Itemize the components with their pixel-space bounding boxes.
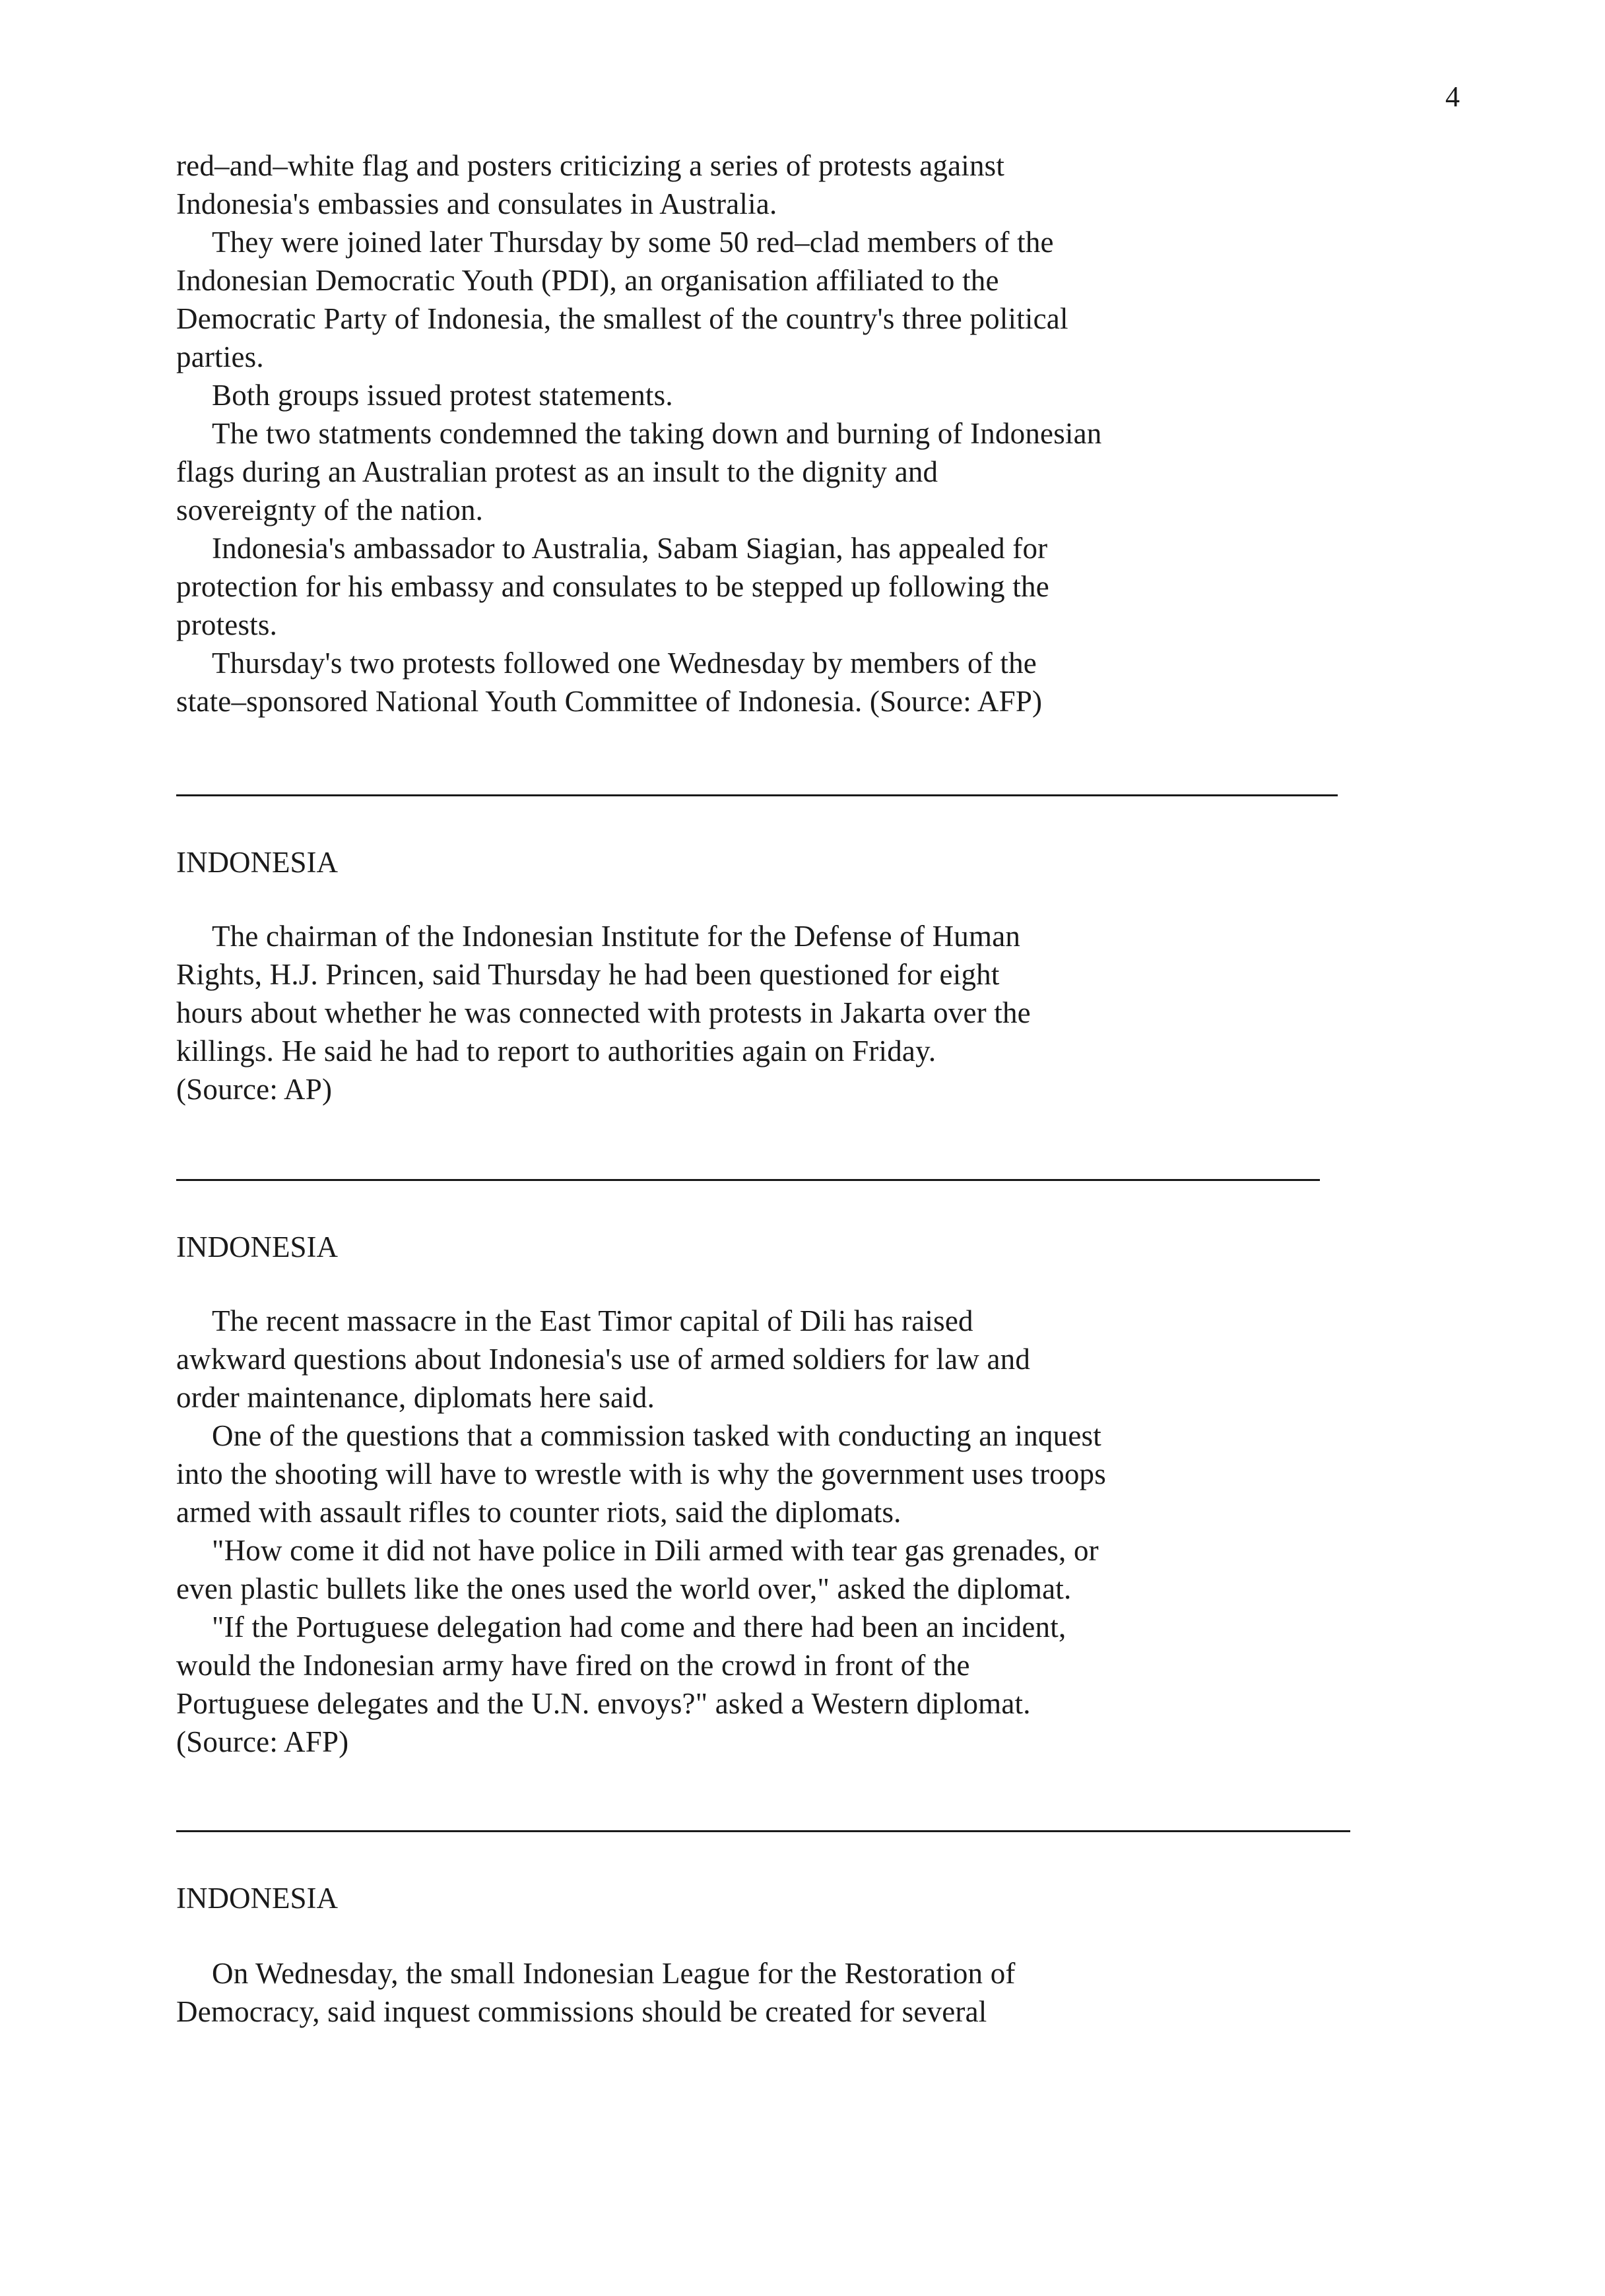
text-line: The two statments condemned the taking down and burning of Indonesian: [212, 417, 1102, 450]
section-body: [176, 1302, 1430, 1761]
text-line: One of the questions that a commission tasked with conducting an inquest: [212, 1419, 1101, 1452]
text-line: (Source: AFP): [176, 1725, 349, 1758]
text-line: red–and–white flag and posters criticizing a series of protests against: [176, 149, 1005, 182]
text-line: On Wednesday, the small Indonesian League for the Restoration of: [212, 1957, 1016, 1990]
intro-text: [176, 146, 1430, 720]
text-line: even plastic bullets like the ones used the world over," asked the diplomat.: [176, 1572, 1072, 1605]
text-line: They were joined later Thursday by some 50 red–clad members of the: [212, 226, 1054, 259]
text-line: The chairman of the Indonesian Institute for the Defense of Human: [212, 920, 1021, 953]
text-line: flags during an Australian protest as an insult to the dignity and: [176, 455, 938, 488]
section-divider: [176, 794, 1338, 796]
text-line: parties.: [176, 340, 264, 373]
text-line: state–sponsored National Youth Committee of Indonesia. (Source: AFP): [176, 685, 1043, 718]
text-line: Thursday's two protests followed one Wednesday by members of the: [212, 647, 1037, 680]
text-line: Indonesian Democratic Youth (PDI), an organisation affiliated to the: [176, 264, 999, 297]
text-line: would the Indonesian army have fired on the crowd in front of the: [176, 1649, 970, 1682]
text-line: Both groups issued protest statements.: [212, 379, 673, 412]
section-divider: [176, 1830, 1350, 1832]
text-line: Indonesia's embassies and consulates in Australia.: [176, 187, 777, 220]
text-line: "If the Portuguese delegation had come and there had been an incident,: [212, 1610, 1066, 1643]
section-body: [176, 1954, 1430, 2031]
text-line: Portuguese delegates and the U.N. envoys?" asked a Western diplomat.: [176, 1687, 1031, 1720]
text-line: awkward questions about Indonesia's use of armed soldiers for law and: [176, 1343, 1031, 1376]
text-line: hours about whether he was connected with protests in Jakarta over the: [176, 996, 1031, 1029]
text-line: sovereignty of the nation.: [176, 494, 484, 526]
text-line: "How come it did not have police in Dili armed with tear gas grenades, or: [212, 1534, 1099, 1567]
section-body: [176, 917, 1430, 1108]
text-line: killings. He said he had to report to authorities again on Friday.: [176, 1035, 936, 1068]
text-line: protection for his embassy and consulates to be stepped up following the: [176, 570, 1049, 603]
text-line: Democratic Party of Indonesia, the smallest of the country's three political: [176, 302, 1068, 335]
section-heading: INDONESIA: [176, 846, 338, 879]
text-line: Democracy, said inquest commissions should be created for several: [176, 1995, 987, 2028]
text-line: armed with assault rifles to counter riots, said the diplomats.: [176, 1496, 901, 1529]
text-line: into the shooting will have to wrestle with is why the government uses troops: [176, 1457, 1106, 1490]
section-heading: INDONESIA: [176, 1230, 338, 1263]
text-line: (Source: AP): [176, 1073, 333, 1106]
text-line: Rights, H.J. Princen, said Thursday he had been questioned for eight: [176, 958, 1000, 991]
page-number: 4: [1445, 80, 1460, 113]
text-line: Indonesia's ambassador to Australia, Sabam Siagian, has appealed for: [212, 532, 1048, 565]
text-line: protests.: [176, 608, 278, 641]
text-line: order maintenance, diplomats here said.: [176, 1381, 655, 1414]
section-divider: [176, 1179, 1320, 1181]
text-line: The recent massacre in the East Timor capital of Dili has raised: [212, 1304, 973, 1337]
section-heading: INDONESIA: [176, 1882, 338, 1915]
